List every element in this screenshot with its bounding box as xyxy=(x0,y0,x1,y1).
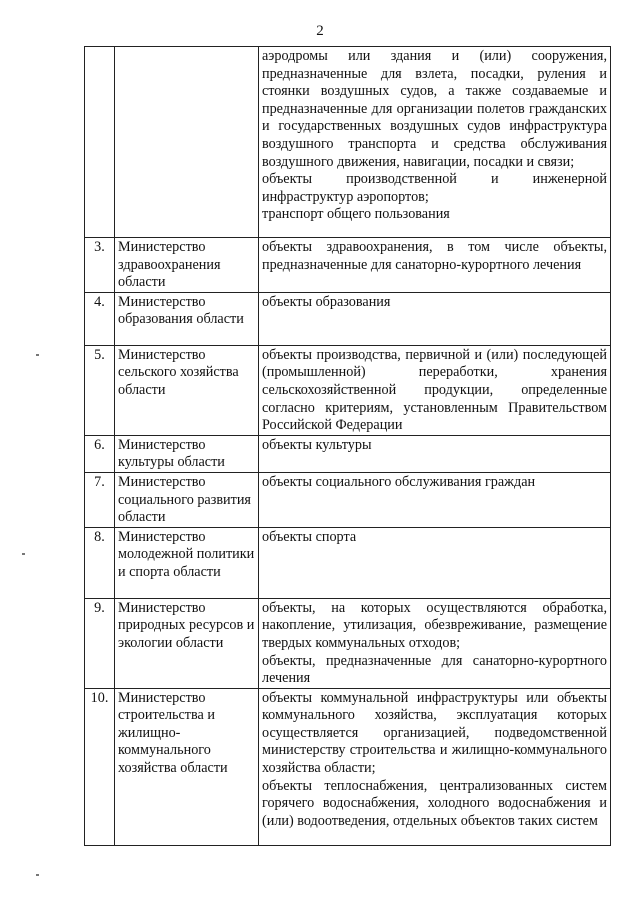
objects-cell xyxy=(259,435,611,472)
ministry-cell: Министерство строительства и жилищно-коммунального хозяйства области xyxy=(115,688,259,845)
row-number: 10. xyxy=(85,688,115,845)
table-row xyxy=(85,435,611,472)
row-number: 4. xyxy=(85,292,115,345)
objects-text: объекты коммунальной инфраструктуры или объекты коммунального хозяйства, эксплуатация которых осуществляется организацией, подведомственной министерству строительства и жилищно-коммунального хозяйства области; xyxy=(262,689,607,777)
objects-cell xyxy=(259,292,611,345)
table-row xyxy=(85,527,611,598)
ministry-cell: Министерство здравоохранения области xyxy=(115,238,259,293)
row-number xyxy=(85,47,115,238)
ministry-cell: Министерство природных ресурсов и экологии области xyxy=(115,598,259,688)
objects-text: объекты социального обслуживания граждан xyxy=(262,473,536,490)
page-number: 2 xyxy=(316,23,324,39)
scan-speck xyxy=(36,354,39,356)
table-row xyxy=(85,345,611,435)
objects-text: объекты спорта xyxy=(262,528,357,545)
objects-text: объекты здравоохранения, в том числе объекты, предназначенные для санаторно-курортного лечения xyxy=(262,239,607,273)
table-row xyxy=(85,598,611,688)
objects-text: объекты образования xyxy=(262,293,391,310)
row-number: 8. xyxy=(85,527,115,598)
row-number: 3. xyxy=(85,238,115,293)
table-row xyxy=(85,292,611,345)
objects-text: объекты, на которых осуществляются обработка, накопление, утилизация, обезвреживание, размещение твердых коммунальных отходов; xyxy=(262,599,607,651)
objects-text: объекты производственной и инженерной инфраструктур аэропортов; xyxy=(262,171,607,205)
ministry-cell: Министерство культуры области xyxy=(115,435,259,472)
row-number: 9. xyxy=(85,598,115,688)
ministry-cell: Министерство сельского хозяйства области xyxy=(115,345,259,435)
objects-text: транспорт общего пользования xyxy=(262,206,450,223)
ministry-cell: Министерство образования области xyxy=(115,292,259,345)
objects-text: аэродромы или здания и (или) сооружения, предназначенные для взлета, посадки, руления и стоянки воздушных судов, а также создаваемые и предназначенные для организации полетов гражданских и государственных воздушных судов инфраструктура воздушного транспорта и средства обслуживания воздушного движения, навигации, посадки и связи; xyxy=(262,48,607,170)
table-row xyxy=(85,688,611,845)
row-number: 6. xyxy=(85,435,115,472)
objects-text: объекты культуры xyxy=(262,436,372,453)
ministry-cell xyxy=(115,47,259,238)
table-row xyxy=(85,47,611,238)
ministry-cell: Министерство социального развития области xyxy=(115,472,259,527)
row-number: 7. xyxy=(85,472,115,527)
ministry-cell: Министерство молодежной политики и спорта области xyxy=(115,527,259,598)
objects-cell xyxy=(259,472,611,527)
objects-text: объекты теплоснабжения, централизованных систем горячего водоснабжения, холодного водоснабжения и (или) водоотведения, отдельных объектов таких систем xyxy=(262,777,607,829)
objects-cell xyxy=(259,345,611,435)
objects-text: объекты производства, первичной и (или) последующей (промышленной) переработки, хранения сельскохозяйственной продукции, определенные согласно критериям, установленным Правительством Российской Федерации xyxy=(262,346,607,434)
row-number: 5. xyxy=(85,345,115,435)
objects-table xyxy=(84,46,611,846)
objects-cell xyxy=(259,688,611,845)
objects-cell xyxy=(259,238,611,293)
table-row xyxy=(85,472,611,527)
objects-cell xyxy=(259,598,611,688)
scan-speck xyxy=(22,553,25,555)
objects-cell xyxy=(259,527,611,598)
table-row xyxy=(85,238,611,293)
scan-speck xyxy=(36,874,39,876)
objects-cell xyxy=(259,47,611,238)
objects-text: объекты, предназначенные для санаторно-курортного лечения xyxy=(262,652,607,687)
